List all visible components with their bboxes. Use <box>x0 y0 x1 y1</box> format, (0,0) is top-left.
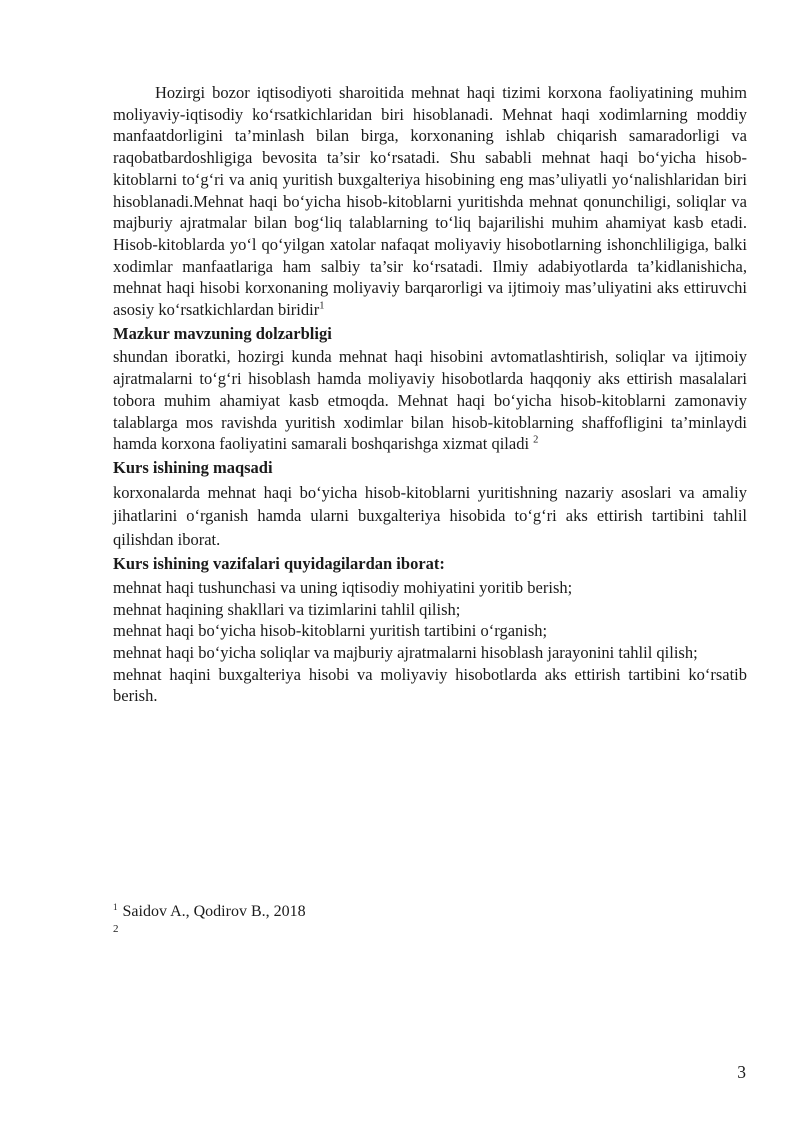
purpose-heading: Kurs ishining maqsadi <box>113 457 273 477</box>
page-number: 3 <box>737 1062 746 1082</box>
task-item: mehnat haqini buxgalteriya hisobi va moliyaviy hisobotlarda aks ettirish tartibini ko‘rsatib berish. <box>113 664 747 706</box>
footnotes-section <box>113 902 747 936</box>
task-item: mehnat haqi bo‘yicha hisob-kitoblarni yuritish tartibini o‘rganish; <box>113 621 548 641</box>
document-body <box>113 82 747 707</box>
footnote-2 <box>113 922 747 936</box>
task-item: mehnat haqining shakllari va tizimlarini tahlil qilish; <box>113 599 461 619</box>
tasks-heading: Kurs ishining vazifalari quyidagilardan iborat: <box>113 554 445 574</box>
purpose-paragraph: korxonalarda mehnat haqi bo‘yicha hisob-kitoblarni yuritishning nazariy asoslari va amaliy jihatlarini o‘rganish hamda ularni buxgalteriya hisobida to‘g‘ri aks ettirish tartibini tahlil qilishdan iborat. <box>113 482 747 549</box>
relevance-paragraph <box>113 346 747 455</box>
relevance-paragraph-text: shundan iboratki, hozirgi kunda mehnat haqi hisobini avtomatlashtirish, soliqlar va ijtimoiy ajratmalarni to‘g‘ri hisoblash hamda moliyaviy hisobotlarda haqqoniy aks ettirish masalalari tobora muhim ahamiyat kasb etmoqda. Mehnat haqi bo‘yicha hisob-kitoblarni zamonaviy talablarga mos ravishda yuritish xodimlar bilan hisob-kitoblarning shaffofligini ta’minlaydi hamda korxona faoliyatini samarali boshqarishga xizmat qiladi <box>113 347 747 454</box>
footnote-1-marker: 1 <box>113 901 118 912</box>
intro-paragraph <box>113 82 747 321</box>
footnote-ref-1: 1 <box>319 300 325 312</box>
footnote-ref-2: 2 <box>533 434 539 446</box>
intro-paragraph-text: Hozirgi bozor iqtisodiyoti sharoitida mehnat haqi tizimi korxona faoliyatining muhim moliyaviy-iqtisodiy ko‘rsatkichlaridan biri hisoblanadi. Mehnat haqi xodimlarning moddiy manfaatdorligini ta’minlash bilan birga, korxonaning ishlab chiqarish samaradorligi va raqobatbardoshligiga bevosita ta’sir ko‘rsatadi. Shu sababli mehnat haqi bo‘yicha hisob-kitoblarni to‘g‘ri va aniq yuritish buxgalteriya hisobining eng mas’uliyatli yo‘nalishlaridan biri hisoblanadi.Mehnat haqi bo‘yicha hisob-kitoblarni yuritishda mehnat qonunchiligi, soliqlar va majburiy ajratmalar bilan bog‘liq talablarning to‘liq bajarilishi muhim ahamiyat kasb etadi. Hisob-kitoblarda yo‘l qo‘yilgan xatolar nafaqat moliyaviy hisobotlarning ishonchliligiga, balki xodimlar manfaatlariga ham salbiy ta’sir ko‘rsatadi. Ilmiy adabiyotlarda ta’kidlanishicha, mehnat haqi hisobi korxonaning moliyaviy barqarorligi va ijtimoiy mas’uliyatini aks ettiruvchi asosiy ko‘rsatkichlardan biridir <box>113 83 747 320</box>
relevance-heading: Mazkur mavzuning dolzarbligi <box>113 323 332 343</box>
task-item: mehnat haqi bo‘yicha soliqlar va majburiy ajratmalarni hisoblash jarayonini tahlil qilish; <box>113 642 698 662</box>
footnote-2-marker: 2 <box>113 923 119 935</box>
task-item: mehnat haqi tushunchasi va uning iqtisodiy mohiyatini yoritib berish; <box>113 577 573 597</box>
footnote-1 <box>113 902 747 922</box>
footnote-1-text: Saidov A., Qodirov B., 2018 <box>122 903 306 920</box>
